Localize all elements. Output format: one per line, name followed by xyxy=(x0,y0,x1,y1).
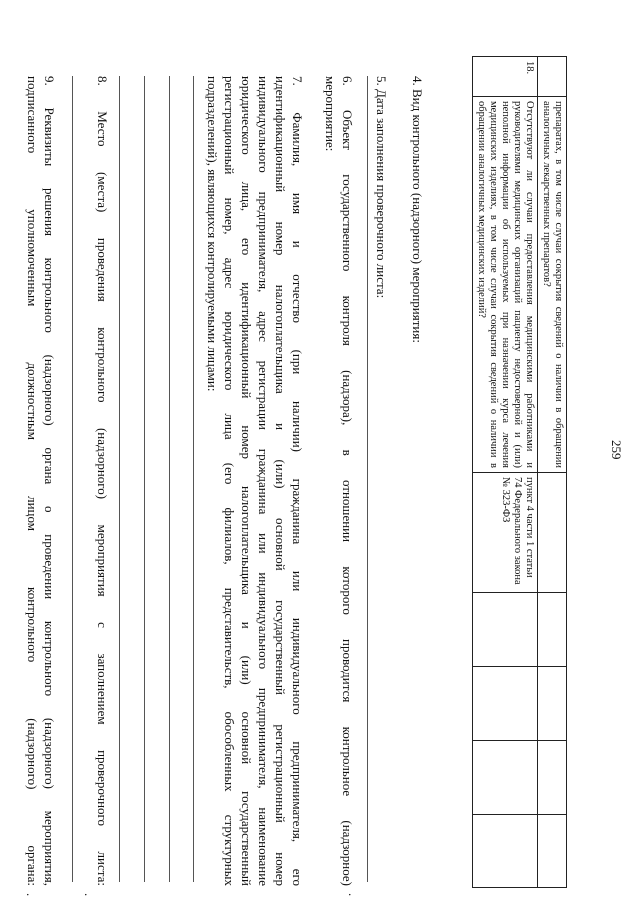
margin-mark: . xyxy=(346,893,361,897)
divider xyxy=(193,76,194,882)
checklist-table xyxy=(472,56,567,888)
answer-cell xyxy=(472,667,537,741)
section-7-line: 7. Фамилия, имя и отчество (при наличии) гражданина или индивидуального предпринимателя, его xyxy=(290,76,305,886)
divider xyxy=(169,76,170,882)
section-7-line: регистрационный номер, адрес юридического лица (его филиалов, представительств, обособленных структурных xyxy=(222,76,237,886)
note-cell xyxy=(537,815,566,888)
divider xyxy=(72,76,73,882)
section-8-line: 8. Место (места) проведения контрольного (надзорного) мероприятия с заполнением проверочного листа: xyxy=(95,76,110,886)
divider xyxy=(119,76,120,882)
table-row xyxy=(537,57,566,888)
section-7-line: индивидуального предпринимателя, адрес регистрации гражданина или индивидуального предпринимателя, наименование xyxy=(256,76,271,886)
divider xyxy=(144,76,145,882)
answer-cell xyxy=(472,593,537,667)
section-7-line: подразделений), являющихся контролируемыми лицами: xyxy=(205,76,220,392)
question-cell: Отсутствуют ли случаи предоставления медицинскими работниками и руководителями медицинских организаций пациенту недостоверной и (или) неполной информации об используемых при назначении курса лечения медицинских изделиях, в том числе случаи сокрытия сведений о наличии в обращении аналогичных медицинских изделий? xyxy=(472,97,537,473)
section-6-line: 6. Объект государственного контроля (надзора), в отношении которого проводится контрольное (надзорное) xyxy=(340,76,355,886)
margin-mark: . xyxy=(82,893,97,897)
margin-mark: . xyxy=(24,893,39,897)
note-cell xyxy=(472,815,537,888)
section-7-line: идентификационный номер налогоплательщика и (или) основной государственный регистрационный номер xyxy=(273,76,288,886)
section-4-heading: 4. Вид контрольного (надзорного) мероприятия: xyxy=(410,76,425,343)
section-9-line: подписанного уполномоченным должностным лицом контрольного (надзорного) органа: xyxy=(25,76,40,886)
section-9-line: 9. Реквизиты решения контрольного (надзорного) органа о проведении контрольного (надзорного) мероприятия, xyxy=(42,76,57,886)
section-6-line: мероприятие: xyxy=(323,76,338,152)
section-5-heading: 5. Дата заполнения проверочного листа: xyxy=(374,76,389,299)
answer-cell xyxy=(472,741,537,815)
page-number: 259 xyxy=(609,440,624,460)
divider xyxy=(367,76,368,882)
table-cell xyxy=(537,57,566,97)
reference-cell: пункт 4 части 1 статьи 74 Федерального закона № 323-ФЗ xyxy=(472,473,537,593)
section-7-line: юридического лица, его идентификационный номер налогоплательщика и (или) основной государственный xyxy=(239,76,254,886)
answer-cell xyxy=(537,741,566,815)
answer-cell xyxy=(537,667,566,741)
answer-cell xyxy=(537,593,566,667)
question-cell: препаратах, в том числе случаи сокрытия сведений о наличии в обращении аналогичных лекарственных препаратов? xyxy=(537,97,566,473)
reference-cell xyxy=(537,473,566,593)
row-number: 18. xyxy=(472,57,537,97)
table-row xyxy=(472,57,537,888)
